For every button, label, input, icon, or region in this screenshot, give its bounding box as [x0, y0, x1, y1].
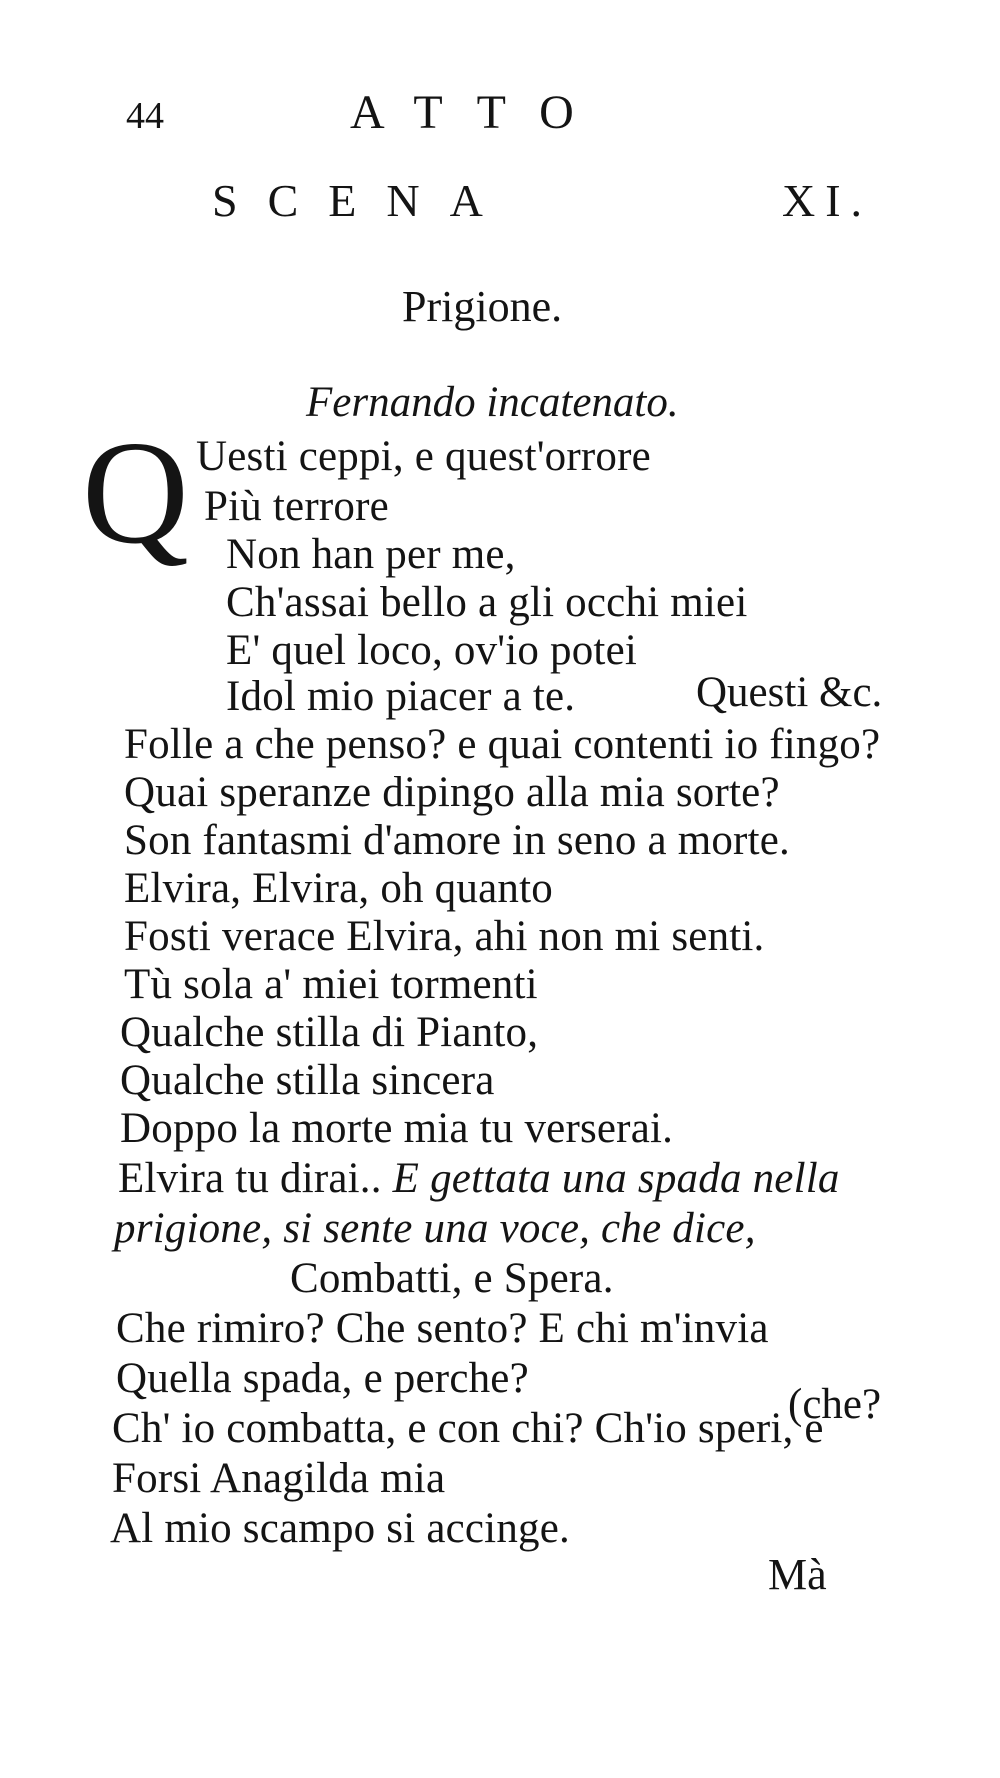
voice-line: Combatti, e Spera. [290, 1255, 614, 1302]
verse-line-3: Non han per me, [226, 531, 516, 578]
verse-line-2: Più terrore [204, 483, 389, 530]
scene-heading: SCENA [212, 175, 513, 226]
scene-number: XI. [782, 175, 873, 226]
verse-line-7: Folle a che penso? e quai contenti io fingo? [124, 721, 881, 768]
verse-line-15: Doppo la morte mia tu verserai. [120, 1105, 674, 1152]
verse-line-13: Qualche stilla di Pianto, [120, 1009, 539, 1056]
verse-line-6: Idol mio piacer a te. [226, 673, 576, 720]
refrain-marker: Questi &c. [696, 669, 883, 716]
verse-line-18: Quella spada, e perche? [116, 1355, 529, 1402]
verse-line-5: E' quel loco, ov'io potei [226, 627, 638, 674]
drop-cap-letter: Q [82, 411, 189, 575]
verse-line-8: Quai speranze dipingo alla mia sorte? [124, 769, 780, 816]
aside-continuation: (che? [788, 1381, 882, 1428]
verse-line-16-text: Elvira tu dirai.. [118, 1155, 382, 1202]
verse-line-16 [118, 1154, 840, 1204]
scene-setting: Prigione. [402, 282, 563, 331]
verse-line-21: Al mio scampo si accinge. [110, 1505, 570, 1552]
catchword: Mà [768, 1550, 827, 1599]
verse-line-20: Forsi Anagilda mia [112, 1455, 446, 1502]
verse-line-12: Tù sola a' miei tormenti [124, 961, 538, 1008]
running-head: ATTO [350, 86, 608, 139]
page-number: 44 [126, 95, 164, 137]
verse-line-10: Elvira, Elvira, oh quanto [124, 865, 553, 912]
character-direction: Fernando incatenato. [306, 379, 679, 426]
stage-direction-continuation: prigione, si sente una voce, che dice, [114, 1205, 756, 1252]
verse-line-17: Che rimiro? Che sento? E chi m'invia [116, 1305, 769, 1352]
verse-line-9: Son fantasmi d'amore in seno a morte. [124, 817, 790, 864]
verse-line-19: Ch' io combatta, e con chi? Ch'io speri, e [112, 1405, 824, 1452]
stage-direction-inline: E gettata una spada nella [392, 1155, 840, 1202]
verse-line-14: Qualche stilla sincera [120, 1057, 495, 1104]
verse-line-4: Ch'assai bello a gli occhi miei [226, 579, 748, 626]
verse-line-11: Fosti verace Elvira, ahi non mi senti. [124, 913, 765, 960]
verse-line-1: Uesti ceppi, e quest'orrore [196, 433, 651, 480]
